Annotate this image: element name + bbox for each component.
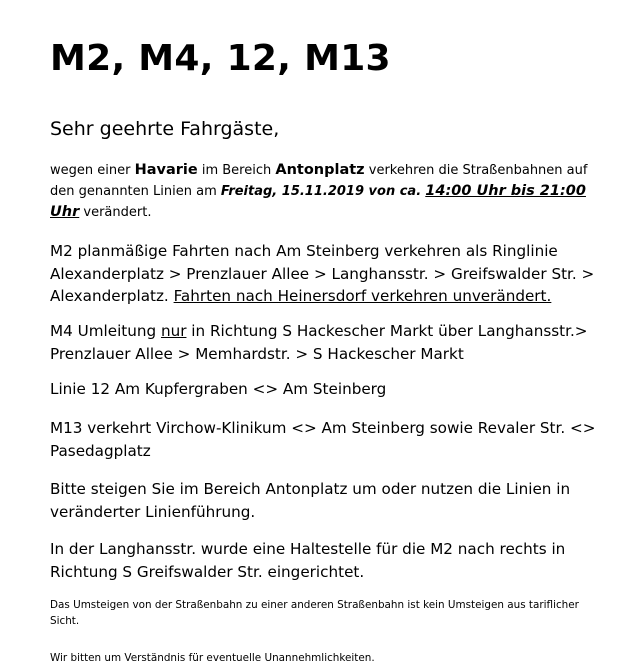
intro-text-1: wegen einer: [50, 163, 135, 178]
m4-underlined-text: nur: [160, 322, 187, 340]
notice-title: M2, M4, 12, M13: [50, 38, 391, 79]
m4-text-1: M4 Umleitung: [50, 322, 161, 340]
m13-paragraph: M13 verkehrt Virchow-Klinikum <> Am Steinberg sowie Revaler Str. <> Pasedagplatz: [50, 419, 596, 460]
intro-text-4: verändert.: [79, 205, 152, 220]
intro-paragraph: [50, 160, 595, 223]
m4-text-2: in Richtung S Hackescher Markt über Langhansstr.> Prenzlauer Allee > Memhardstr. > S Hackescher Markt: [50, 322, 588, 363]
intro-date: Freitag, 15.11.2019 von ca.: [220, 184, 422, 199]
tariff-note: Das Umsteigen von der Straßenbahn zu einer anderen Straßenbahn ist kein Umsteigen aus tariflicher Sicht.: [50, 599, 579, 627]
intro-text-2: im Bereich: [197, 163, 276, 178]
intro-text-3: verkehren die Straßenbahnen auf den genannten Linien am: [50, 163, 588, 199]
intro-havarie: Havarie: [134, 162, 198, 178]
m2-text: M2 planmäßige Fahrten nach Am Steinberg verkehren als Ringlinie Alexanderplatz > Prenzlauer Allee > Langhansstr. > Greifswalder Str. > Alexanderplatz.: [50, 242, 595, 305]
closing-note: Wir bitten um Verständnis für eventuelle Unannehmlichkeiten.: [50, 652, 375, 664]
advice-paragraph: Bitte steigen Sie im Bereich Antonplatz um oder nutzen die Linien in veränderter Linienführung.: [50, 480, 571, 521]
intro-time: 14:00 Uhr bis 21:00 Uhr: [50, 183, 586, 220]
line12-paragraph: Linie 12 Am Kupfergraben <> Am Steinberg: [50, 380, 387, 398]
m2-paragraph: [50, 240, 605, 308]
greeting: Sehr geehrte Fahrgäste,: [50, 118, 280, 140]
stop-note-paragraph: In der Langhansstr. wurde eine Haltestelle für die M2 nach rechts in Richtung S Greifswalder Str. eingerichtet.: [50, 540, 566, 581]
m4-paragraph: [50, 320, 605, 365]
intro-antonplatz: Antonplatz: [275, 162, 365, 178]
m2-underlined-text: Fahrten nach Heinersdorf verkehren unverändert.: [173, 287, 552, 305]
